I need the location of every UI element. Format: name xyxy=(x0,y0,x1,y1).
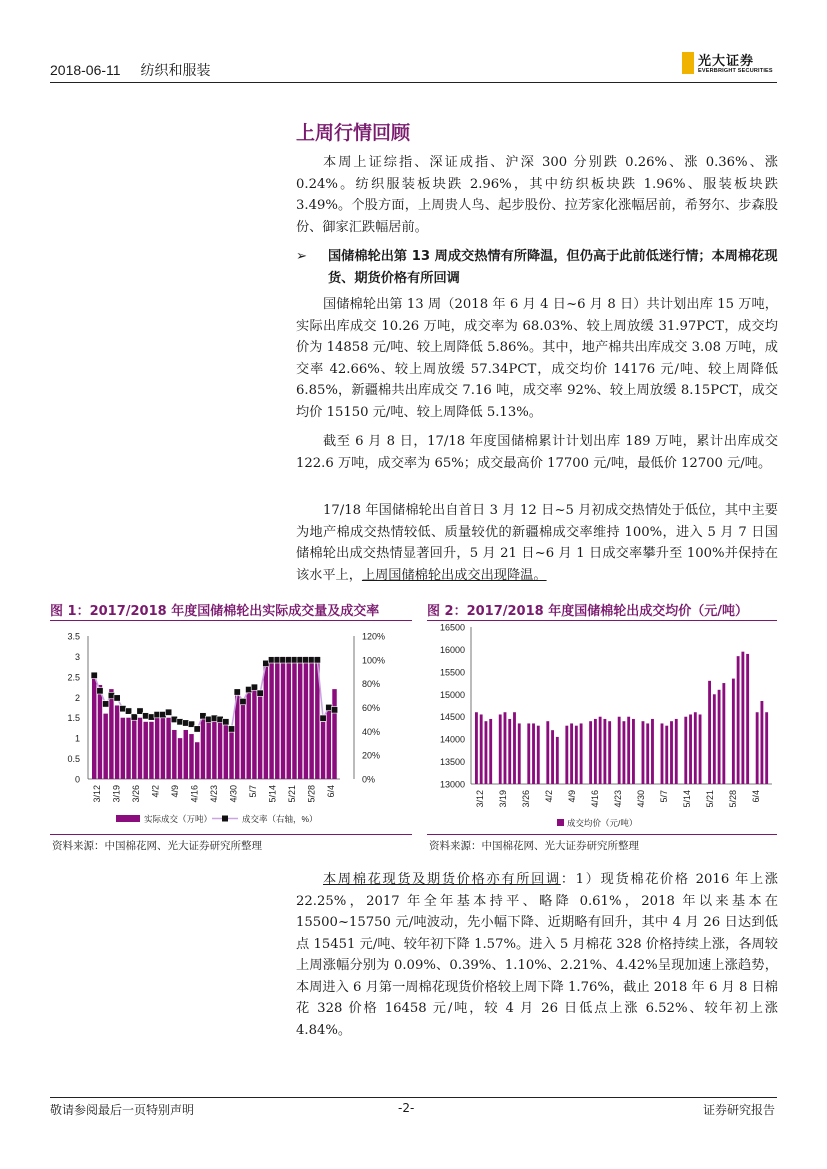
y-tick-label: 2 xyxy=(74,692,80,703)
rate-point xyxy=(331,707,337,713)
y-tick-label: 1.5 xyxy=(67,713,80,724)
price-bar xyxy=(485,721,488,784)
volume-bar xyxy=(201,714,205,779)
volume-bar xyxy=(246,689,250,779)
price-bar xyxy=(532,723,535,784)
figure1-bottom-rule xyxy=(50,834,412,835)
price-bar xyxy=(713,694,716,784)
rate-point xyxy=(102,701,108,707)
volume-bar xyxy=(252,685,256,779)
x-tick-label: 3/26 xyxy=(131,785,141,803)
x-tick-label: 3/12 xyxy=(475,790,485,808)
price-bar xyxy=(732,679,735,784)
price-bar xyxy=(608,721,611,784)
volume-bar xyxy=(178,738,182,779)
rate-point xyxy=(251,684,257,690)
volume-bar xyxy=(292,656,296,779)
volume-bar xyxy=(166,718,170,779)
price-bar xyxy=(599,717,602,784)
legend-volume-swatch xyxy=(116,815,140,822)
price-bar xyxy=(708,681,711,784)
cumulative-paragraph: 截至 6 月 8 日，17/18 年度国储棉累计计划出库 189 万吨，累计出库成交 122.6 万吨，成交率为 65%；成交最高价 17700 元/吨，最低价 12700 元/吨。 xyxy=(296,434,778,471)
y-tick-label: 3 xyxy=(74,651,80,662)
y2-tick-label: 60% xyxy=(362,703,381,713)
price-bar xyxy=(594,719,597,784)
y2-tick-label: 80% xyxy=(362,679,381,690)
price-bar xyxy=(684,717,687,784)
volume-bar xyxy=(172,730,176,779)
trend-paragraph xyxy=(296,500,778,586)
volume-bar xyxy=(224,722,228,779)
industry-name: 纺织和服装 xyxy=(140,62,211,78)
rate-point xyxy=(228,726,234,732)
x-tick-label: 5/14 xyxy=(267,785,278,803)
price-bar xyxy=(722,683,725,784)
price-bar xyxy=(565,726,568,784)
page-number: -2- xyxy=(398,1101,415,1115)
x-tick-label: 4/16 xyxy=(189,785,200,803)
figure1-top-rule xyxy=(50,620,412,621)
price-bar xyxy=(651,719,654,784)
rate-point xyxy=(131,714,137,720)
figure1-chart xyxy=(50,624,412,832)
logo-chinese-name: 光大证券 xyxy=(698,54,755,69)
y-tick-label: 16000 xyxy=(439,644,465,655)
cotton-price-paragraph xyxy=(296,869,778,1041)
price-bar xyxy=(623,721,626,784)
price-bar xyxy=(527,723,530,784)
y2-tick-label: 20% xyxy=(362,750,381,761)
price-bar xyxy=(642,721,645,784)
section-title: 上周行情回顾 xyxy=(296,122,411,144)
company-logo xyxy=(682,50,782,80)
footer-rule xyxy=(50,1097,777,1098)
footer-disclaimer: 敬请参阅最后一页特别声明 xyxy=(50,1103,195,1117)
volume-bar xyxy=(98,685,102,779)
rate-point xyxy=(240,698,246,704)
volume-bar xyxy=(206,718,210,779)
x-tick-label: 5/21 xyxy=(287,785,298,803)
volume-bar xyxy=(258,693,262,779)
y-tick-label: 16500 xyxy=(439,624,465,633)
x-tick-label: 5/28 xyxy=(306,785,317,803)
footer-report-type: 证券研究报告 xyxy=(703,1103,776,1117)
y-tick-label: 15000 xyxy=(439,689,465,700)
legend-price-label: 成交均价（元/吨） xyxy=(567,818,638,828)
price-bar xyxy=(570,723,573,784)
x-tick-label: 4/9 xyxy=(170,785,180,798)
market-review-paragraph: 本周上证综指、深证成指、沪深 300 分别跌 0.26%、涨 0.36%、涨 0.24%。纺织服装板块跌 2.96%，其中纺织板块跌 1.96%、服装板块跌 3.49%。个股方面，上周贵人鸟、起步股份、拉芳家化涨幅居前，希努尔、步森股份、御家汇跌幅居前。 xyxy=(296,155,778,235)
price-bar xyxy=(718,690,721,784)
y-tick-label: 15500 xyxy=(439,667,465,678)
price-bar xyxy=(737,656,740,784)
price-bar xyxy=(670,721,673,784)
page-header xyxy=(50,60,210,80)
price-bar xyxy=(589,721,592,784)
price-bar xyxy=(627,717,630,784)
price-bar xyxy=(518,723,521,784)
y-tick-label: 14500 xyxy=(439,712,465,723)
report-date: 2018-06-11 xyxy=(50,62,121,78)
price-bar xyxy=(580,723,583,784)
price-bar xyxy=(480,714,483,784)
legend-volume-label: 实际成交（万吨） xyxy=(144,814,213,824)
price-bar xyxy=(661,723,664,784)
bullet-heading xyxy=(296,246,778,289)
price-bar xyxy=(575,726,578,784)
volume-bar xyxy=(212,718,216,779)
volume-bar xyxy=(155,714,159,779)
price-bar xyxy=(556,737,559,784)
volume-bar xyxy=(115,705,119,779)
volume-bar xyxy=(332,689,336,779)
y-tick-label: 3.5 xyxy=(67,631,80,642)
figure2-bottom-rule xyxy=(427,834,777,835)
price-bar xyxy=(746,654,749,784)
price-bar xyxy=(689,714,692,784)
bullet-heading-text: 国储棉轮出第 13 周成交热情有所降温，但仍高于此前低迷行情；本周棉花现货、期货价格有所回调 xyxy=(328,249,778,286)
x-tick-label: 5/7 xyxy=(248,785,259,798)
rate-point xyxy=(194,726,200,732)
price-bar xyxy=(765,712,768,784)
price-bar xyxy=(546,721,549,784)
volume-bar xyxy=(149,722,153,779)
price-bar xyxy=(694,712,697,784)
x-tick-label: 4/23 xyxy=(209,785,220,803)
price-bar xyxy=(632,719,635,784)
volume-bar xyxy=(321,722,325,779)
logo-mark-icon xyxy=(682,52,694,74)
x-tick-label: 3/12 xyxy=(92,785,102,803)
cotton-text: ：1）现货棉花价格 2016 年上涨 22.25%，2017 年全年基本持平、略降 0.61%，2018 年以来基本在 15500~15750 元/吨波动，先小幅下降、近期略有回升，其中 4 月 26 日达到低点 15451 元/吨、较年初下降 1.57%。进入 5 月棉花 328 价格持续上涨，各周较上周涨幅分别为 0.09%、0.39%、1.10%、2.21%、4.42%呈现加速上涨趋势，本周进入 6 月第一周棉花现货价格较上周下降 1.76%，截止 2018 年 6 月 8 日棉花 328 价格 16458 元/吨，较 4 月 26 日低点上涨 6.52%、较年初上涨 4.84%。 xyxy=(296,872,778,1038)
volume-bar xyxy=(109,689,113,779)
rate-point xyxy=(91,672,97,678)
price-bar xyxy=(513,712,516,784)
volume-bar xyxy=(126,718,130,779)
price-bar xyxy=(675,719,678,784)
x-tick-label: 4/9 xyxy=(567,790,577,803)
rate-point xyxy=(114,695,120,701)
logo-english-name: EVERBRIGHT SECURITIES xyxy=(698,68,773,74)
figure2-title: 图 2：2017/2018 年度国储棉轮出成交均价（元/吨） xyxy=(427,604,748,619)
x-tick-label: 3/19 xyxy=(498,790,508,808)
price-bar xyxy=(537,726,540,784)
price-bar xyxy=(475,712,478,784)
price-bar xyxy=(646,723,649,784)
figure1-title: 图 1：2017/2018 年度国储棉轮出实际成交量及成交率 xyxy=(50,604,380,619)
volume-bar xyxy=(304,656,308,779)
x-tick-label: 5/14 xyxy=(682,790,693,808)
price-bar xyxy=(618,717,621,784)
rate-point xyxy=(234,689,240,695)
volume-bar xyxy=(229,730,233,779)
legend-rate-marker xyxy=(222,816,228,822)
price-bar xyxy=(489,719,492,784)
y-tick-label: 0.5 xyxy=(67,754,80,765)
price-bar xyxy=(756,712,759,784)
volume-bar xyxy=(275,656,279,779)
rate-point xyxy=(97,688,103,694)
volume-bar xyxy=(264,665,268,779)
x-tick-label: 5/21 xyxy=(705,790,716,808)
x-tick-label: 4/23 xyxy=(613,790,623,808)
price-bar xyxy=(603,719,606,784)
price-bar xyxy=(551,730,554,784)
x-tick-label: 4/2 xyxy=(150,785,161,798)
figure2-top-rule xyxy=(427,620,777,621)
x-tick-label: 4/16 xyxy=(590,790,600,808)
x-tick-label: 5/7 xyxy=(659,790,670,803)
y-tick-label: 13500 xyxy=(439,757,465,768)
y-tick-label: 14000 xyxy=(439,734,465,745)
y2-tick-label: 40% xyxy=(362,726,381,737)
rate-point xyxy=(165,709,171,715)
volume-bar xyxy=(218,718,222,779)
volume-bar xyxy=(92,673,96,779)
price-bar xyxy=(665,726,668,784)
volume-bar xyxy=(138,718,142,779)
price-bar xyxy=(741,652,744,784)
trend-text: 17/18 年国储棉轮出自首日 3 月 12 日~5 月初成交热情处于低位，其中主要为地产棉成交热情较低、质量较优的新疆棉成交率维持 100%，进入 5 月 7 日国储棉轮出成交热情显著回升，5 月 21 日~6 月 1 日成交率攀升至 100%并保持在该水平上， xyxy=(296,503,778,583)
rate-point xyxy=(314,657,320,663)
price-bar xyxy=(499,714,502,784)
rate-point xyxy=(320,715,326,721)
volume-bar xyxy=(143,722,147,779)
volume-bar xyxy=(241,701,245,779)
y2-tick-label: 100% xyxy=(362,655,386,666)
price-bar xyxy=(504,712,507,784)
volume-bar xyxy=(132,714,136,779)
volume-bar xyxy=(287,656,291,779)
y2-tick-label: 120% xyxy=(362,631,386,642)
volume-bar xyxy=(327,710,331,779)
price-bar xyxy=(508,719,511,784)
x-tick-label: 4/30 xyxy=(636,790,647,808)
bullet-arrow-icon: ➢ xyxy=(296,249,308,264)
x-tick-label: 5/28 xyxy=(728,790,739,808)
volume-bar xyxy=(161,714,165,779)
figure2-source: 资料来源：中国棉花网、光大证券研究所整理 xyxy=(429,840,639,852)
y-tick-label: 2.5 xyxy=(67,672,80,683)
y-tick-label: 13000 xyxy=(439,779,465,790)
x-tick-label: 6/4 xyxy=(751,790,762,803)
price-bar xyxy=(699,714,702,784)
y-tick-label: 0 xyxy=(74,774,80,785)
volume-bar xyxy=(269,661,273,779)
volume-bar xyxy=(189,734,193,779)
legend-rate-label: 成交率（右轴，%） xyxy=(242,814,318,824)
volume-bar xyxy=(309,656,313,779)
y2-tick-label: 0% xyxy=(362,774,376,785)
legend-price-swatch xyxy=(557,819,564,826)
x-tick-label: 4/30 xyxy=(228,785,239,803)
volume-bar xyxy=(103,714,107,779)
header-rule xyxy=(50,82,777,83)
x-tick-label: 3/19 xyxy=(111,785,122,803)
rate-point xyxy=(257,690,263,696)
volume-bar xyxy=(184,730,188,779)
rate-point xyxy=(125,708,131,714)
rate-point xyxy=(223,719,229,725)
volume-bar xyxy=(121,718,125,779)
volume-bar xyxy=(281,656,285,779)
x-tick-label: 4/2 xyxy=(544,790,554,803)
figure1-source: 资料来源：中国棉花网、光大证券研究所整理 xyxy=(52,840,262,852)
y-tick-label: 1 xyxy=(74,733,80,744)
figure2-chart xyxy=(427,624,777,832)
auction-week13-paragraph: 国储棉轮出第 13 周（2018 年 6 月 4 日~6 月 8 日）共计划出库 15 万吨，实际出库成交 10.26 万吨，成交率为 68.03%、较上周放缓 31.97PCT，成交均价为 14858 元/吨、较上周降低 5.86%。其中，地产棉共出库成交 3.08 万吨，成交率 42.66%、较上周放缓 57.34PCT，成交均价 14176 元/吨、较上周降低 6.85%，新疆棉共出库成交 7.16 吨，成交率 92%、较上周放缓 8.15PCT，成交均价 15150 元/吨、较上周降低 5.13%。 xyxy=(296,297,778,420)
x-tick-label: 6/4 xyxy=(326,785,337,798)
x-tick-label: 3/26 xyxy=(521,790,531,808)
trend-underlined-text: 上周国储棉轮出成交出现降温。 xyxy=(361,567,547,583)
cotton-underlined-text: 本周棉花现货及期货价格亦有所回调 xyxy=(323,872,561,887)
price-bar xyxy=(760,701,763,784)
volume-bar xyxy=(195,742,199,779)
volume-bar xyxy=(298,656,302,779)
